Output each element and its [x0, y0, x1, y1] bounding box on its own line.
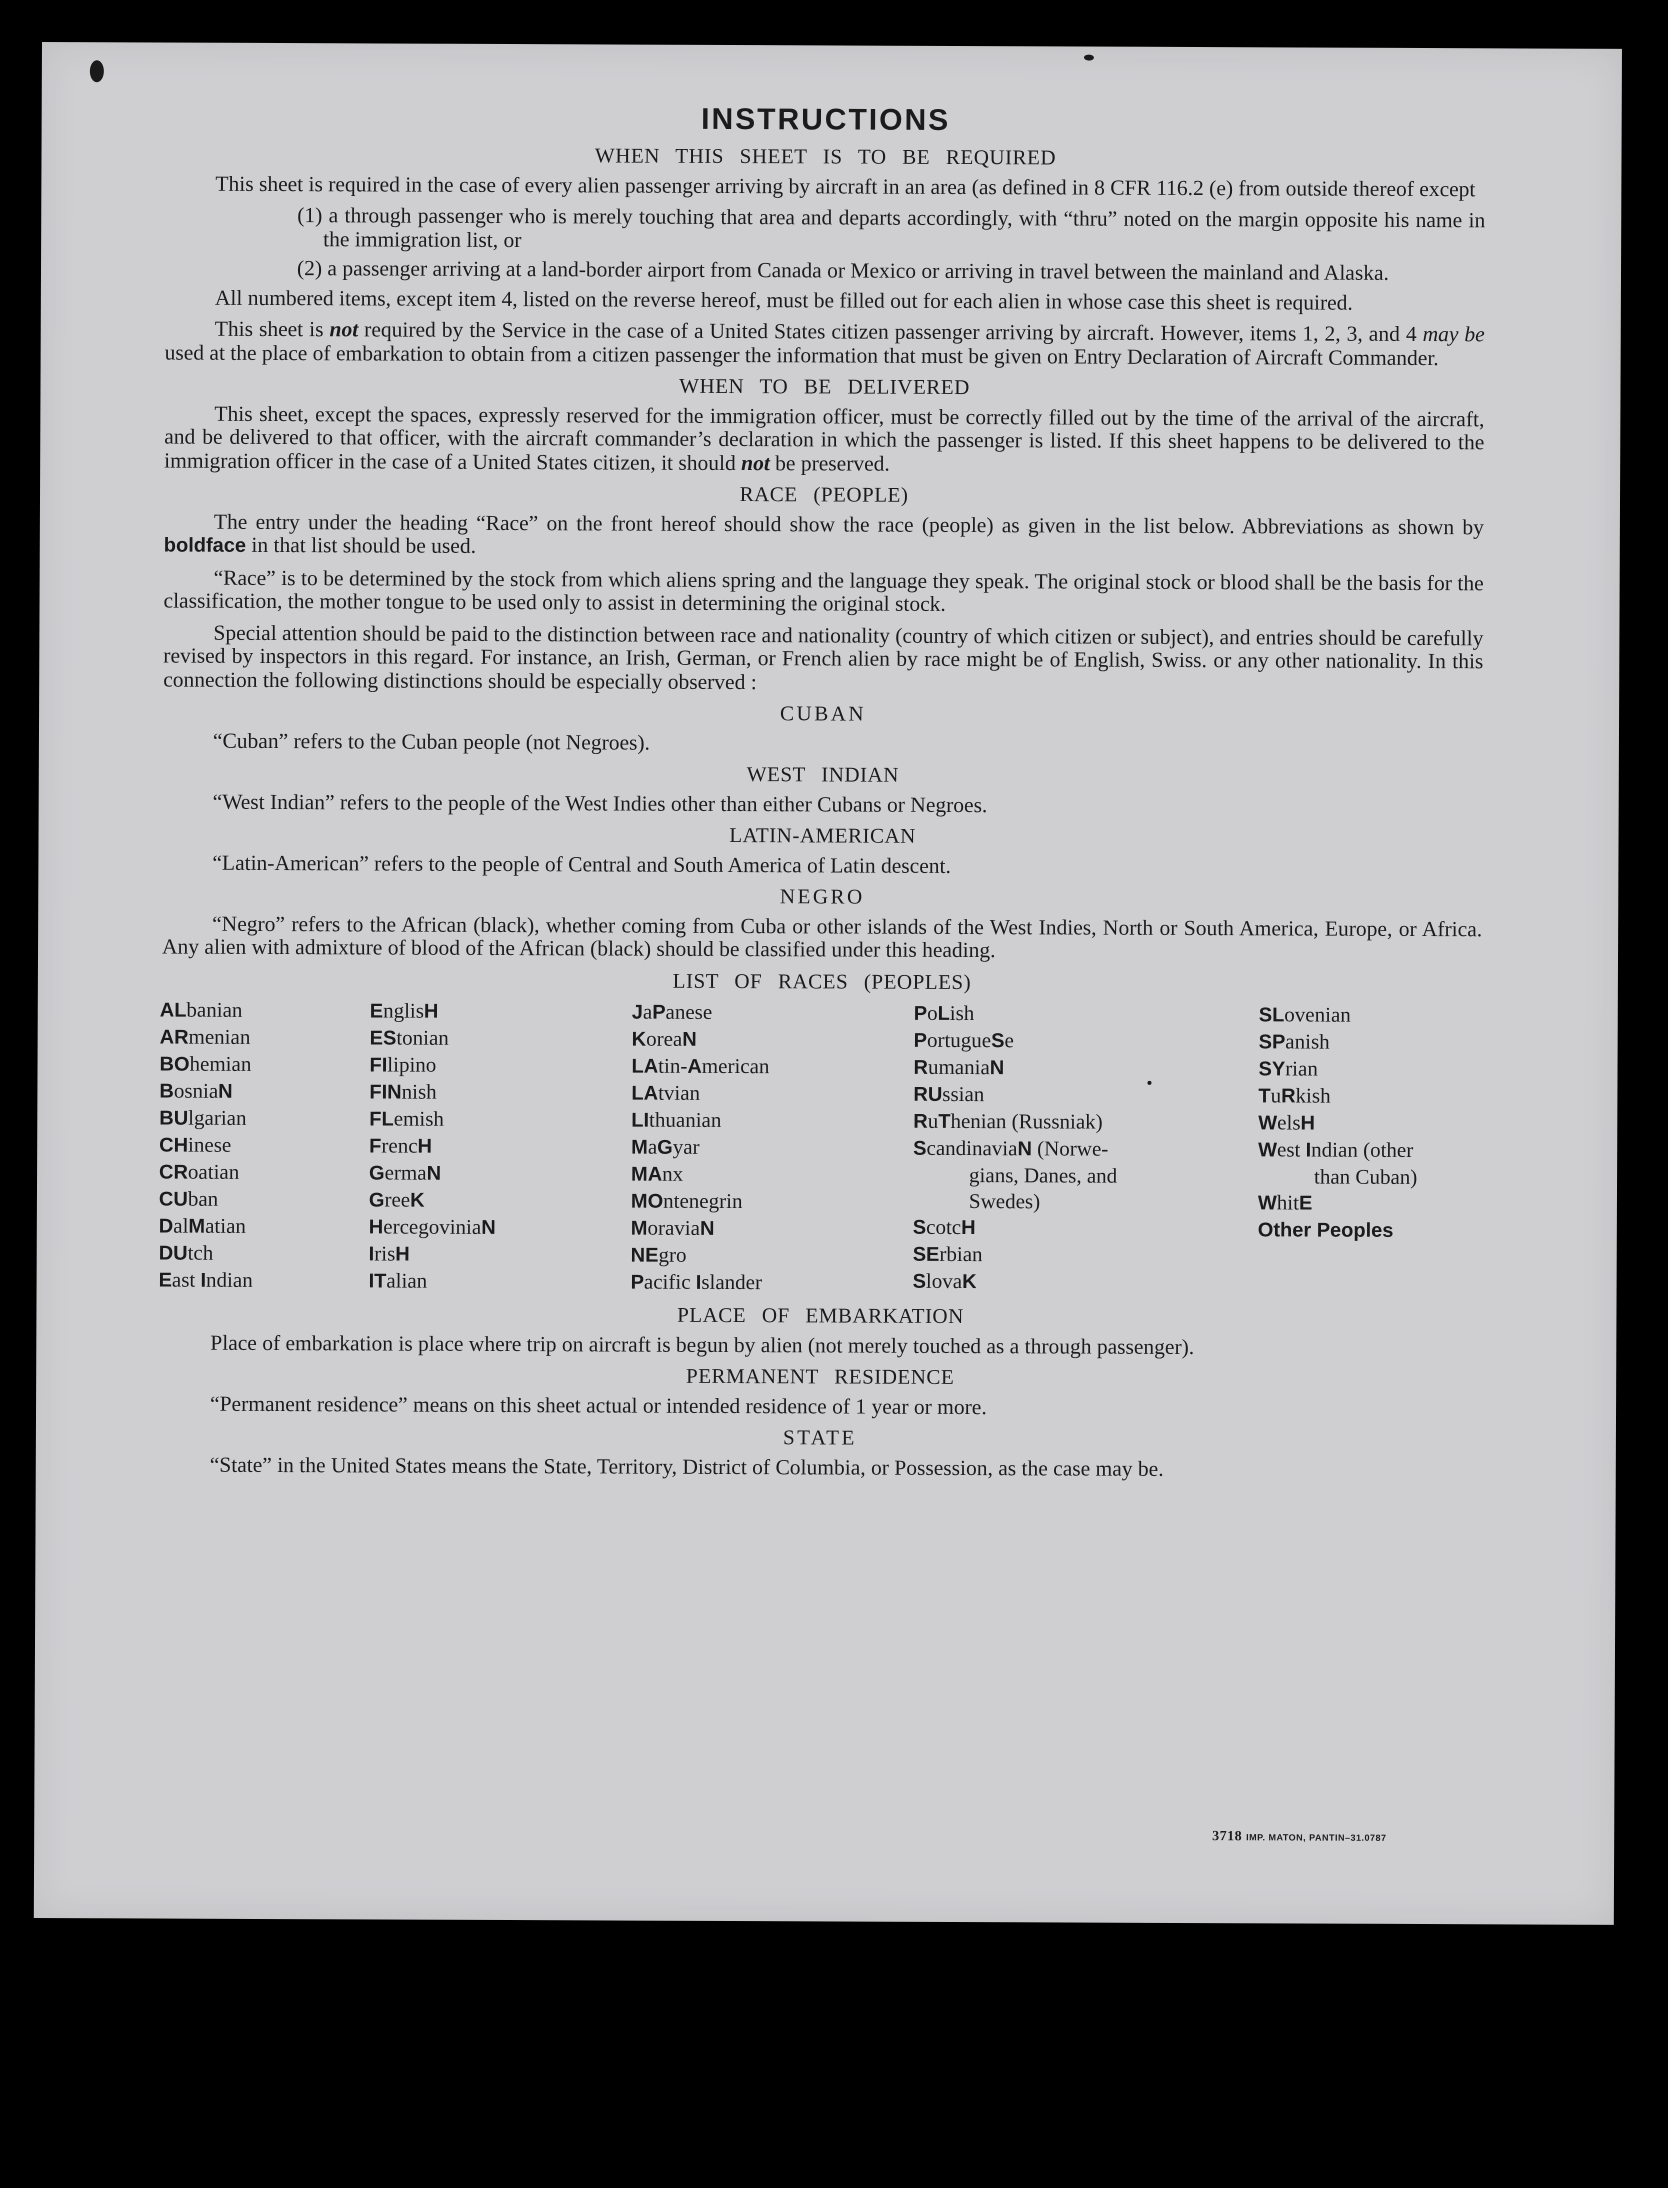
race-entry: ALbanian: [159, 997, 243, 1022]
paragraph-delivery: This sheet, except the spaces, expressly reserved for the immigration officer, must be correctly filled out by the time of the arrival of the aircraft, and be delivered to that officer, with the aircraft commander’s declaration in which the passenger is listed. If this sheet happens to be delivered to the immigration officer in the case of a United States citizen, it should not be preserved.: [164, 401, 1485, 476]
heading-list-of-races: LIST OF RACES (PEOPLES): [672, 968, 972, 994]
race-entry: Pacific Islander: [630, 1269, 763, 1295]
text-west-indian: “West Indian” refers to the people of the West Indies other than either Cubans or Negroes.: [212, 789, 988, 817]
paragraph-race-entry: The entry under the heading “Race” on the front hereof should show the race (people) as given in the list below. Abbreviations as shown by boldface in that list should be used.: [163, 509, 1484, 558]
race-entry: DUtch: [158, 1240, 214, 1265]
race-entry: NEgro: [630, 1242, 687, 1267]
ink-speck: [1084, 55, 1094, 61]
race-entry: MaGyar: [631, 1134, 700, 1159]
printer-mark: IMP. MATON, PANTIN–31.0787: [1246, 1832, 1387, 1843]
race-entry: MoraviaN: [630, 1215, 715, 1240]
heading-embarkation: PLACE OF EMBARKATION: [677, 1302, 964, 1329]
race-entry: gians, Danes, and: [969, 1163, 1118, 1188]
heading-latin-american: LATIN-AMERICAN: [729, 823, 916, 848]
race-entry: PoLish: [913, 1000, 975, 1026]
races-column: [369, 997, 632, 1295]
race-entry: TuRkish: [1258, 1083, 1331, 1108]
text-cuban: “Cuban” refers to the Cuban people (not Negroes).: [212, 728, 651, 755]
race-entry: CRoatian: [159, 1159, 240, 1184]
races-list: [159, 997, 1482, 1300]
race-entry: FrencH: [369, 1133, 433, 1158]
race-entry: BUlgarian: [159, 1105, 247, 1130]
document-sheet: [34, 42, 1622, 1925]
race-entry: DalMatian: [158, 1213, 246, 1238]
race-entry: EnglisH: [369, 998, 439, 1023]
race-entry: IrisH: [368, 1241, 410, 1266]
race-entry: East Indian: [158, 1267, 253, 1292]
race-entry: GreeK: [368, 1187, 425, 1212]
race-entry: MOntenegrin: [630, 1188, 743, 1214]
page-title: INSTRUCTIONS: [701, 102, 951, 137]
races-column: [631, 999, 914, 1297]
race-entry: BosniaN: [159, 1078, 233, 1103]
race-entry: LAtvian: [631, 1080, 701, 1105]
heading-permanent-residence: PERMANENT RESIDENCE: [686, 1363, 955, 1389]
race-entry: SlovaK: [912, 1268, 977, 1294]
printer-footer: [1212, 1829, 1386, 1846]
race-entry: RumaniaN: [913, 1054, 1005, 1080]
section-heading-race: RACE (PEOPLE): [739, 482, 909, 507]
race-entry: KoreaN: [631, 1026, 697, 1051]
heading-west-indian: WEST INDIAN: [746, 762, 899, 787]
race-entry: JaPanese: [631, 999, 713, 1024]
text-latin-american: “Latin-American” refers to the people of Central and South America of Latin descent.: [212, 850, 951, 878]
races-column: [1258, 1001, 1499, 1299]
races-column: [913, 1000, 1259, 1299]
form-number: 3718: [1212, 1829, 1243, 1845]
race-entry: CHinese: [159, 1132, 232, 1157]
text-permanent-residence: “Permanent residence” means on this sheet actual or intended residence of 1 year or more.: [210, 1391, 987, 1419]
race-entry: FIlipino: [369, 1052, 437, 1077]
races-column: [159, 997, 370, 1295]
race-entry: PortugueSe: [913, 1027, 1014, 1053]
race-entry: ScandinaviaN (Norwe-: [913, 1135, 1109, 1161]
race-entry: SYrian: [1258, 1056, 1318, 1081]
race-entry: EStonian: [369, 1025, 449, 1050]
race-entry: ITalian: [368, 1268, 428, 1293]
race-entry: LIthuanian: [631, 1107, 722, 1132]
text-embarkation: Place of embarkation is place where trip on aircraft is begun by alien (not merely touched as a through passenger).: [210, 1330, 1195, 1359]
ink-speck: [90, 60, 104, 82]
race-entry: than Cuban): [1314, 1164, 1418, 1190]
text-negro: “Negro” refers to the African (black), whether coming from Cuba or other islands of the West Indies, North or South America, Europe, or Africa. Any alien with admixture of blood of the African (black) should be classified under this heading.: [162, 911, 1483, 963]
race-entry: FLemish: [369, 1106, 444, 1131]
paragraph-numbered-items: All numbered items, except item 4, listed on the reverse hereof, must be filled out for each alien in whose case this sheet is required.: [214, 285, 1353, 315]
exception-item-1: (1) a through passenger who is merely touching that area and departs accordingly, with “thru” noted on the margin opposite his name in the immigration list, or: [297, 203, 1486, 252]
paragraph-required-intro: This sheet is required in the case of every alien passenger arriving by aircraft in an area (as defined in 8 CFR 116.2 (e) from outside thereof except: [215, 171, 1476, 201]
race-entry: SPanish: [1258, 1029, 1330, 1054]
race-entry: BOhemian: [159, 1051, 252, 1076]
exception-item-2: (2) a passenger arriving at a land-border airport from Canada or Mexico or arriving in travel between the mainland and Alaska.: [296, 256, 1389, 285]
section-heading-delivered: WHEN TO BE DELIVERED: [679, 373, 970, 400]
heading-negro: NEGRO: [779, 884, 865, 909]
race-entry: GermaN: [369, 1160, 442, 1185]
heading-cuban: CUBAN: [780, 701, 867, 726]
race-entry: SErbian: [912, 1241, 983, 1267]
race-entry: LAtin-American: [631, 1053, 770, 1079]
race-entry: Swedes): [968, 1189, 1041, 1214]
race-entry: West Indian (other: [1258, 1137, 1414, 1162]
race-entry: ScotcH: [912, 1214, 976, 1240]
instructions-body: [160, 101, 1486, 1491]
race-entry: WelsH: [1258, 1110, 1316, 1135]
heading-state: STATE: [782, 1425, 857, 1450]
paragraph-race-nationality: Special attention should be paid to the distinction between race and nationality (country of which citizen or subject), and entries should be carefully revised by inspectors in this regard. For instance, an Irish, German, or French alien by race might be of English, Swiss. or any other nationality. In this connection the following distinctions should be especially observed :: [163, 620, 1484, 694]
race-entry: FINnish: [369, 1079, 437, 1104]
race-entry: ARmenian: [159, 1024, 251, 1049]
race-entry: RUssian: [913, 1081, 985, 1107]
race-entry: SLovenian: [1258, 1002, 1351, 1027]
text-state: “State” in the United States means the State, Territory, District of Columbia, or Possession, as the case may be.: [209, 1452, 1164, 1481]
race-entry: HercegoviniaN: [368, 1214, 496, 1239]
race-entry: WhitE: [1257, 1190, 1313, 1215]
section-heading-required: WHEN THIS SHEET IS TO BE REQUIRED: [594, 143, 1057, 170]
race-entry: CUban: [158, 1186, 219, 1211]
race-entry: Other Peoples: [1257, 1219, 1394, 1242]
race-entry: RuThenian (Russniak): [913, 1108, 1103, 1134]
race-entry: MAnx: [631, 1161, 684, 1186]
paragraph-citizen: This sheet is not required by the Service in the case of a United States citizen passenger arriving by aircraft. However, items 1, 2, 3, and 4 may be used at the place of embarkation to obtain from a citizen passenger the information that must be given on Entry Declaration of Aircraft Commander.: [164, 316, 1485, 370]
paragraph-race-definition: “Race” is to be determined by the stock from which aliens spring and the language they speak. The original stock or blood shall be the basis for the classification, the mother tongue to be used only to assist in determining the original stock.: [163, 565, 1484, 616]
